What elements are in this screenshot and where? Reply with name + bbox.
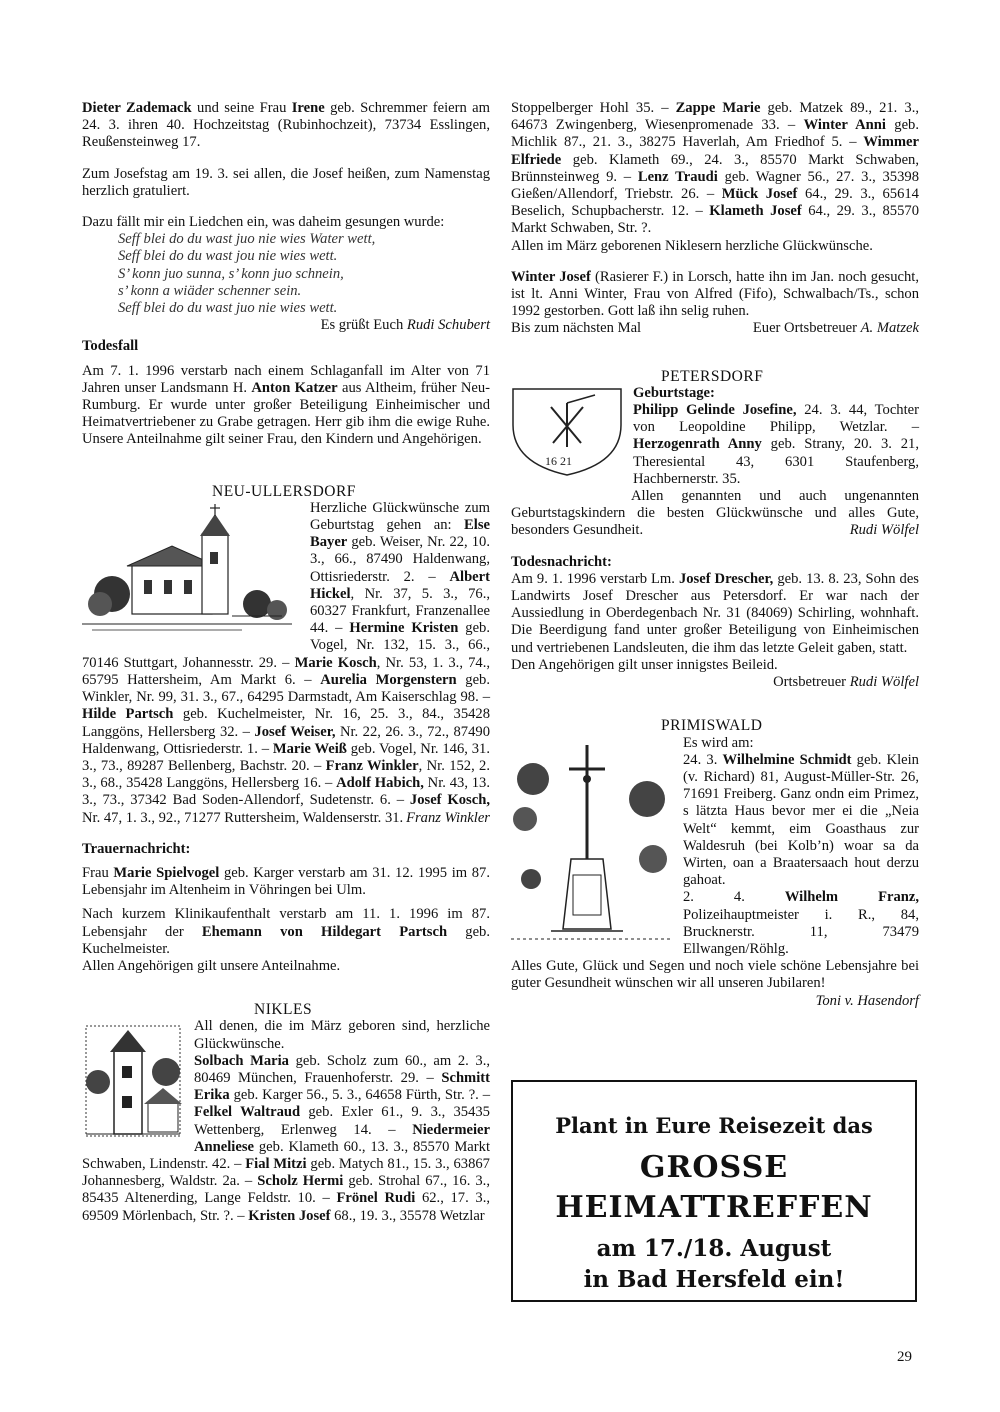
nikles-continuation: Stoppelberger Hohl 35. – Zappe Marie geb. Matzek 89., 21. 3., 64673 Zwingenberg, Wiesenpromenade 33. – Winter Anni geb. Michlik 87., 21. 3., 38275 Haverlah, Am Friedhof 5. – Wimmer Elfriede geb. Klameth 69., 24. 3., 85570 Markt Schwaben, Brünnsteinweg 9. – Lenz Traudi geb. Wagner 56., 27. 3., 35398 Gießen/Allendorf, Triebstr. 26. – Mück Josef 64., 29. 3., 65614 Beselich, Schupbacherstr. 12. – Klameth Josef 64., 29. 3., 85570 Markt Schwaben, Str. ?. [511, 100, 920, 237]
petersdorf-heading: PETERSDORF [661, 367, 764, 385]
primiswald-p2: 2. 4. Wilhelm Franz, Polizeihauptmeister i. R., 84, Brucknerstr. 11, 73479 Ellwangen/Röhlg. [683, 889, 919, 957]
petersdorf-subheading: Geburtstage: [633, 384, 715, 401]
ad-line-4: am 17./18. August [596, 1235, 832, 1262]
primiswald-heading: PRIMISWALD [661, 717, 763, 735]
petersdorf-birthdays: Philipp Gelinde Josefine, 24. 3. 44, Tochter von Leopoldine Philipp, Wetzlar. – Herzogenrath Anny geb. Strany, 20. 3. 21, Theresiental 43, 6301 Staufenberg, Hachbernerstr. 35. [633, 402, 919, 487]
poem-line: s’ konn a wiäder schenner sein. [118, 282, 302, 299]
heimattreffen-ad [511, 1080, 917, 1302]
trauer-p2: Nach kurzem Klinikaufenthalt verstarb am 11. 1. 1996 im 87. Lebensjahr der Ehemann von Hildegart Partsch geb. Kuchelmeister. [82, 906, 490, 957]
hasendorf-signature: Toni v. Hasendorf [815, 992, 919, 1009]
ad-line-1: Plant in Eure Reisezeit das [555, 1113, 873, 1138]
left-column [82, 100, 490, 1225]
ad-line-3: HEIMATTREFFEN [555, 1190, 873, 1225]
page-number: 29 [897, 1349, 912, 1365]
liedchen-intro: Dazu fällt mir ein Liedchen ein, was daheim gesungen wurde: [82, 214, 445, 231]
poem-line: Seff blei do du wast juo nie wies Water wett, [118, 231, 376, 248]
nikles-wish: Allen im März geborenen Niklesern herzliche Glückwünsche. [511, 237, 873, 254]
nikles-text: All denen, die im März geboren sind, herzliche Glückwünsche. Solbach Maria geb. Scholz zum 60., am 2. 3., 80469 München, Frauenhoferstr. 29. – Schmitt Erika geb. Karger 56., 5. 3., 64658 Fürth, Str. ?. – Felkel Waltraud geb. Exler 61., 9. 3., 35435 Wettenberg, Erlenweg 14. – Niedermeier Anneliese geb. Klameth 60., 13. 3., 85570 Markt Schwaben, Lindenstr. 42. – Fial Mitzi geb. Matych 81., 15. 3., 63867 Johannesberg, Waldstr. 2a. – Scholz Hermi geb. Strohal 67., 16. 3., 85435 Altenerding, Lange Feldstr. 10. – Frönel Rudi 62., 17. 3., 69509 Mörlenbach, Str. ?. – Kristen Josef 68., 19. 3., 35578 Wetzlar [82, 1018, 491, 1224]
church-illustration [82, 504, 300, 634]
todesfall-heading: Todesfall [82, 338, 139, 355]
primiswald-intro: Es wird am: [683, 734, 754, 751]
winter-closing: Bis zum nächsten Mal Euer Ortsbetreuer A. Matzek [511, 320, 919, 337]
petersdorf-crest [511, 385, 623, 477]
poem-line: Seff blei do du wast jou nie wies wett. [118, 248, 338, 265]
poem-line: S’ konn juo sunna, s’ konn juo schnein, [118, 265, 344, 282]
ad-line-5: in Bad Hersfeld ein! [583, 1266, 845, 1293]
ad-line-2: GROSSE [639, 1150, 789, 1185]
trauer-p3: Allen Angehörigen gilt unsere Anteilnahme. [82, 957, 341, 974]
todesnachricht-text: Am 9. 1. 1996 verstarb Lm. Josef Drescher, geb. 13. 8. 23, Sohn des Landwirts Josef Drescher aus Petersdorf. Er war nach der Aussiedlung in Oberdegenbach Nr. 31 (84069) Schirling, wohnhaft. Die Beerdigung fand unter großer Beteiligung von Einheimischen und vertriebenen Landsleuten, die ihm das letzte Geleit gaben, statt. [511, 570, 919, 656]
josefstag-paragraph: Zum Josefstag am 19. 3. sei allen, die Josef heißen, zum Namenstag herzlich gratuliert. [82, 165, 490, 199]
primiswald-p1: 24. 3. Wilhelmine Schmidt geb. Klein (v. Richard) 81, August-Müller-Str. 26, 71691 Freiberg. Ganz ondn eim Primez, s lätzta Haus bevor mer ei die „Neia Welt“ kemmt, eim Goasthaus zur Waldesruh (bei Kolb’n) woar sa da Wirten, oan a Braatersaach hout derzu gahoat. [683, 751, 919, 889]
nikles-heading: NIKLES [254, 1001, 313, 1019]
woelfel-signature: Ortsbetreuer Rudi Wölfel [773, 674, 919, 691]
wayside-cross-illustration [511, 739, 673, 949]
todesfall-text: Am 7. 1. 1996 verstarb nach einem Schlaganfall im Alter von 71 Jahren unser Landsmann H. Anton Katzer aus Altheim, früher Neu-Rumburg. Er wurde unter großer Beteiligung Einheimischer und Heimatvertriebener zu Grabe getragen. Herr gib ihm die ewige Ruhe. Unsere Anteilnahme gilt seiner Frau, den Kindern und Angehörigen. [82, 362, 490, 448]
coat-of-arms-icon [511, 385, 623, 477]
neu-ullersdorf-heading: NEU-ULLERSDORF [212, 482, 356, 500]
village-icon [82, 1022, 184, 1140]
poem [118, 231, 490, 317]
schubert-signature: Es grüßt Euch Rudi Schubert [320, 317, 490, 334]
beileid-text: Den Angehörigen gilt unser innigstes Beileid. [511, 656, 778, 673]
crucifix-icon [511, 739, 673, 949]
trauernachricht-heading: Trauernachricht: [82, 840, 191, 857]
winter-paragraph: Winter Josef (Rasierer F.) in Lorsch, hatte ihn im Jan. noch gesucht, ist lt. Anni Winter, Frau von Alfred (Fifo), Schwalbach/Ts., schon 1992 gestorben. Gott laß ihn selig ruhen. [511, 268, 919, 320]
petersdorf-wish: Allen genannten und auch ungenannten Geburtstagskindern die besten Glückwünsche und alles Gute, besonders Gesundheit. Rudi Wölfel [511, 488, 919, 539]
nikles-illustration [82, 1022, 184, 1140]
svg-text:16 21: 16 21 [545, 453, 572, 468]
todesnachricht-heading: Todesnachricht: [511, 553, 612, 570]
primiswald-wish: Alles Gute, Glück und Segen und noch viele schöne Lebensjahre bei guter Gesundheit wünschen wir all unseren Jubilaren! [511, 958, 919, 992]
neu-ullersdorf-text: Herzliche Glückwünsche zum Geburtstag gehen an: Else Bayer geb. Weiser, Nr. 22, 10. 3., 66., 87490 Haldenwang, Ottisriederstr. 2. – Albert Hickel, Nr. 37, 5. 3., 76., 60327 Frankfurt, Franzenallee 44. – Hermine Kristen geb. Vogel, Nr. 132, 15. 3., 66., 70146 Stuttgart, Johannesstr. 29. – Marie Kosch, Nr. 53, 1. 3., 74., 65795 Hattersheim, Am Markt 6. – Aurelia Morgenstern geb. Winkler, Nr. 99, 31. 3., 67., 64295 Darmstadt, Am Kaiserschlag 98. – Hilde Partsch geb. Kuchelmeister, Nr. 16, 25. 3., 84., 35428 Langgöns, Hellersberg 32. – Josef Weiser, Nr. 22, 26. 3., 72., 87490 Haldenwang, Ottisriederstr. 1. – Marie Weiß geb. Vogel, Nr. 146, 31. 3., 73., 89287 Bellenberg, Bachstr. 20. – Franz Winkler, Nr. 152, 2. 3., 68., 35428 Langgöns, Hellersberg 16. – Adolf Habich, Nr. 43, 13. 3., 73., 37342 Bad Soden-Allendorf, Sudetenstr. 6. – Josef Kosch, Nr. 47, 1. 3., 92., 71277 Ruttersheim, Waldenserstr. 31. Franz Winkler [82, 499, 491, 826]
zademack-paragraph: Dieter Zademack und seine Frau Irene geb. Schremmer feiern am 24. 3. ihren 40. Hochzeitstag (Rubinhochzeit), 73734 Esslingen, Reußensteinweg 17. [82, 100, 490, 151]
trauer-p1: Frau Marie Spielvogel geb. Karger verstarb am 31. 12. 1995 im 87. Lebensjahr im Altenheim in Vöhringen bei Ulm. [82, 864, 490, 899]
poem-line: Seff blei do du wast juo nie wies wett. [118, 300, 338, 317]
right-column [511, 100, 919, 1010]
church-icon [82, 504, 300, 634]
